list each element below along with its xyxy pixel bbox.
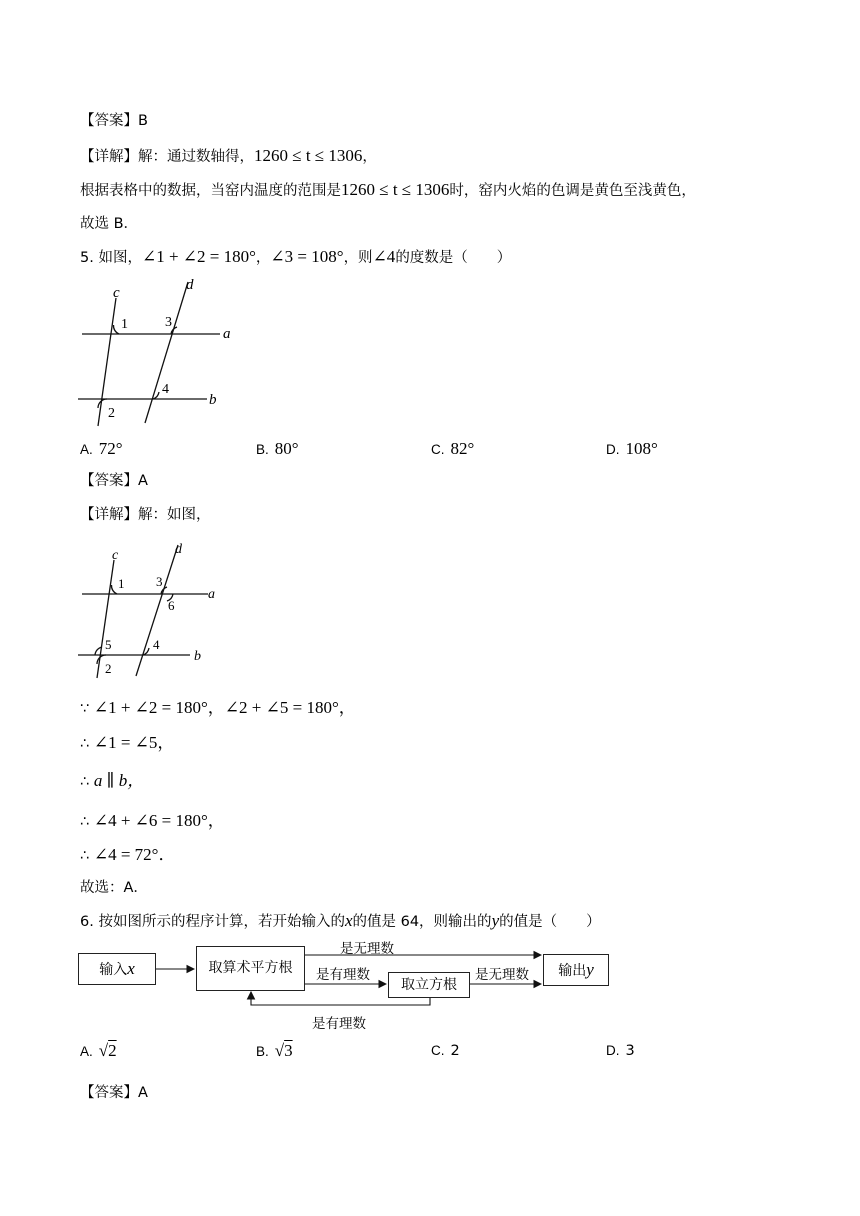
flow-output-box: 输出y: [543, 954, 609, 986]
label-3: 3: [156, 574, 163, 589]
q5-option-b[interactable]: B. 80°: [256, 439, 299, 458]
label-6: 6: [168, 598, 175, 613]
sqrt-radical-icon: √: [274, 1041, 285, 1060]
q5-step-5: ∴ ∠4 = 72°．: [80, 845, 176, 864]
label-d: d: [186, 277, 194, 293]
flow-input-box: 输入x: [78, 953, 156, 985]
q5-step-1: ∵ ∠1 + ∠2 = 180°，∠2 + ∠5 = 180°，: [80, 698, 356, 717]
line-d: [145, 282, 188, 423]
label-3: 3: [165, 315, 172, 330]
q5-number: 5.: [80, 250, 94, 266]
flow-label-rational-mid: 是有理数: [316, 967, 370, 983]
label-1: 1: [118, 576, 125, 591]
q4-detail-line-2: 根据表格中的数据，当窑内温度的范围是1260 ≤ t ≤ 1306时，窑内火焰的色调是黄色至浅黄色，: [80, 180, 696, 199]
q4-inequality: 1260 ≤ t ≤ 1306: [254, 146, 363, 165]
arc-1: [113, 325, 119, 334]
q4-conclusion: 故选 B．: [80, 216, 139, 232]
label-c: c: [113, 285, 120, 301]
q5-solution-figure: [70, 538, 250, 680]
q5-answer-line: 【答案】A: [80, 473, 148, 489]
q6-option-c[interactable]: C. 2: [431, 1043, 460, 1059]
label-c: c: [112, 548, 119, 563]
label-2: 2: [108, 406, 115, 421]
label-5: 5: [105, 637, 112, 652]
q6-stem: 6. 按如图所示的程序计算，若开始输入的x的值是 64，则输出的y的值是（ ）: [80, 911, 601, 930]
arc-1: [111, 585, 117, 594]
q5-option-d[interactable]: D. 108°: [606, 439, 658, 458]
q6-option-b[interactable]: B. √3: [256, 1041, 293, 1060]
q5-option-a[interactable]: A. 72°: [80, 439, 123, 458]
q6-answer: A: [138, 1085, 148, 1101]
label-2: 2: [105, 661, 112, 676]
label-d: d: [175, 542, 182, 557]
q5-detail-intro: 【详解】解：如图，: [80, 507, 211, 523]
q5-step-4: ∴ ∠4 + ∠6 = 180°，: [80, 811, 225, 830]
q6-answer-line: 【答案】A: [80, 1085, 148, 1101]
q5-figure: [70, 272, 250, 432]
q4-inequality-2: 1260 ≤ t ≤ 1306: [341, 180, 450, 199]
label-a: a: [208, 587, 215, 602]
q6-number: 6.: [80, 914, 94, 930]
label-4: 4: [153, 637, 160, 652]
q4-answer: B: [138, 113, 148, 129]
flow-label-irrational-top: 是无理数: [340, 941, 394, 957]
q5-step-3: ∴ a ∥ b，: [80, 771, 145, 790]
q5-answer: A: [138, 473, 148, 489]
q5-conclusion: 故选：A．: [80, 880, 148, 896]
label-4: 4: [162, 382, 169, 397]
label-b: b: [194, 649, 201, 664]
q6-option-a[interactable]: A. √2: [80, 1041, 117, 1060]
label-a: a: [223, 326, 231, 342]
answer-bracket: 【答案】: [80, 113, 138, 129]
label-b: b: [209, 392, 217, 408]
q6-option-d[interactable]: D. 3: [606, 1043, 635, 1059]
flow-cbrt-box: 取立方根: [388, 972, 470, 998]
label-1: 1: [121, 317, 128, 332]
flow-label-irrational-right: 是无理数: [475, 967, 529, 983]
q5-step-2: ∴ ∠1 = ∠5，: [80, 733, 175, 752]
sqrt-radical-icon: √: [98, 1041, 109, 1060]
q4-answer-line: [80, 111, 148, 131]
q4-detail-line-1: 【详解】解：通过数轴得，1260 ≤ t ≤ 1306，: [80, 146, 377, 165]
flow-sqrt-box: 取算术平方根: [196, 946, 305, 991]
q5-option-c[interactable]: C. 82°: [431, 439, 475, 458]
arc-2: [98, 399, 107, 408]
flow-label-rational-bottom: 是有理数: [312, 1016, 366, 1032]
detail-bracket: 【详解】: [80, 149, 138, 165]
q5-stem: 5. 如图，∠1 + ∠2 = 180°，∠3 = 108°，则∠4的度数是（ ）: [80, 247, 512, 266]
